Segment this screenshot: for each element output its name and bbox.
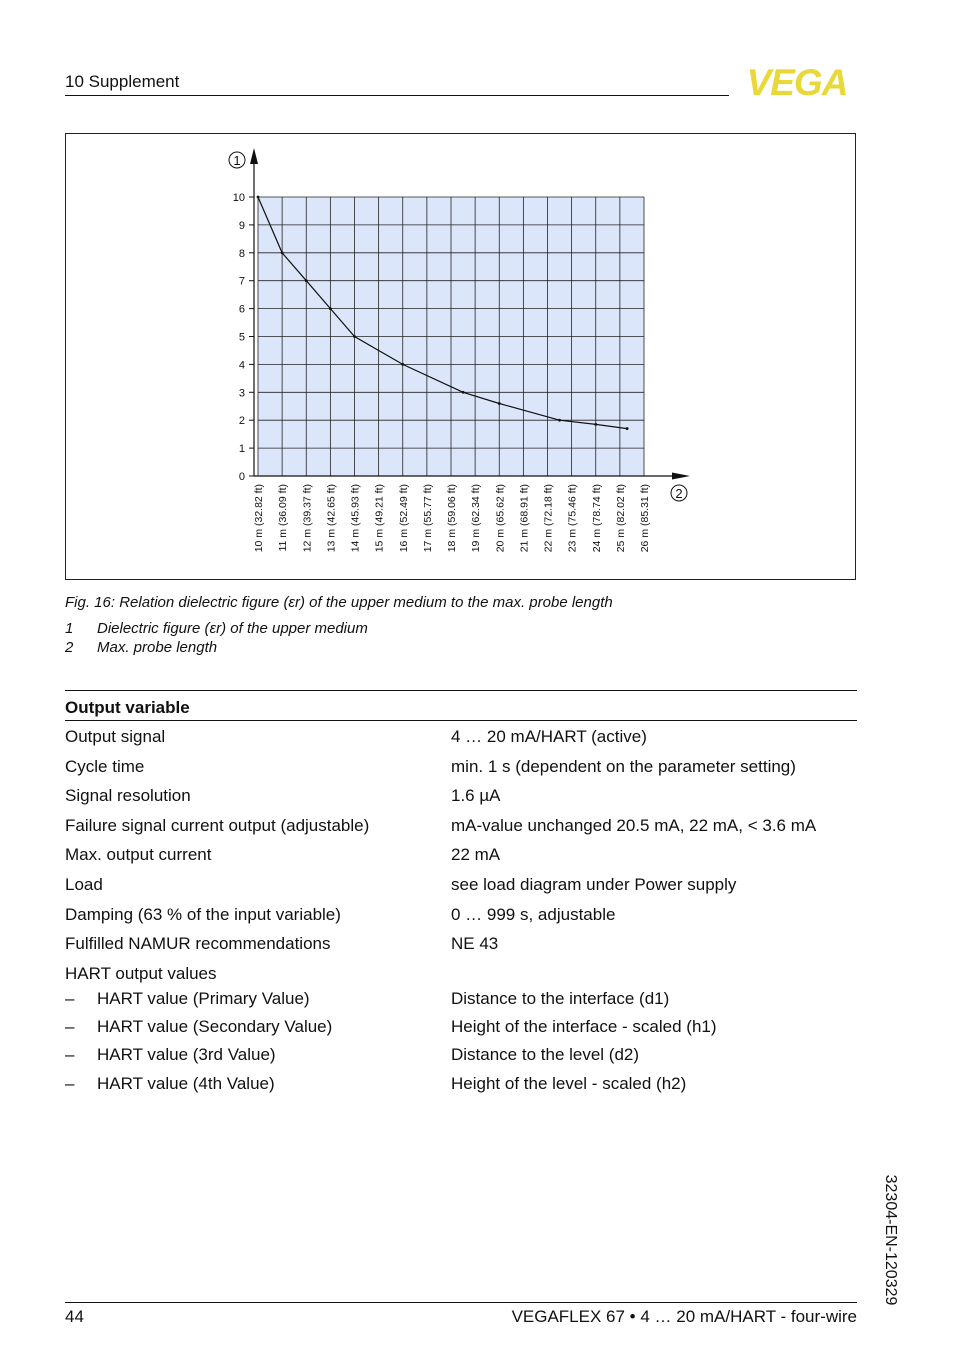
list-dash: –: [65, 1074, 75, 1093]
x-tick-label-2: 12 m (39.37 ft): [301, 484, 314, 553]
x-tick-label-12: 22 m (72.18 ft): [542, 484, 555, 553]
spec-value: 4 … 20 mA/HART (active): [451, 727, 647, 746]
footer-rule: [65, 1302, 857, 1303]
spec-row-hart-primary: [65, 989, 857, 1013]
spec-value: NE 43: [451, 934, 499, 953]
x-tick-label-10: 20 m (65.62 ft): [494, 484, 507, 553]
figure-caption: [65, 594, 613, 611]
y-tick-label-8: 8: [238, 247, 245, 260]
spec-row-namur: [65, 934, 857, 958]
spec-row-cycle-time: [65, 757, 857, 781]
y-tick-label-3: 3: [238, 387, 245, 400]
spec-value: 0 … 999 s, adjustable: [451, 905, 616, 924]
data-point-9: [594, 423, 597, 426]
y-tick-label-1: 1: [238, 443, 245, 456]
spec-key: Damping (63 % of the input variable): [65, 905, 341, 924]
spec-key: Failure signal current output (adjustable): [65, 816, 370, 835]
x-tick-label-7: 17 m (55.77 ft): [421, 484, 434, 553]
y-tick-label-7: 7: [238, 275, 245, 288]
y-tick-label-9: 9: [238, 219, 245, 232]
x-tick-label-14: 24 m (78.74 ft): [590, 484, 603, 553]
data-point-8: [558, 419, 561, 422]
data-point-1: [281, 251, 284, 254]
legend-num: 1: [65, 620, 74, 637]
marker-2-label: 2: [675, 486, 683, 501]
spec-value: 1.6 µA: [451, 786, 501, 805]
spec-row-hart-3rd: [65, 1045, 857, 1069]
x-tick-label-1: 11 m (36.09 ft): [277, 484, 290, 552]
y-axis-arrow-icon: [250, 148, 258, 164]
y-tick-label-10: 10: [232, 192, 245, 204]
spec-row-hart-title: [65, 964, 857, 988]
legend-text: Max. probe length: [97, 639, 218, 656]
spec-value: see load diagram under Power supply: [451, 875, 737, 894]
spec-key: Max. output current: [65, 845, 212, 864]
x-axis-arrow-icon: [672, 473, 690, 480]
document-code-text: 32304-EN-120329: [882, 1174, 899, 1306]
spec-key: Cycle time: [65, 757, 145, 776]
data-point-0: [257, 196, 260, 199]
spec-value: Distance to the level (d2): [451, 1045, 640, 1064]
spec-row-max-output-current: [65, 845, 857, 869]
x-tick-label-3: 13 m (42.65 ft): [325, 484, 338, 553]
y-tick-label-5: 5: [238, 331, 245, 344]
spec-row-failure-signal: [65, 816, 857, 840]
header-rule: [65, 95, 729, 96]
spec-row-hart-secondary: [65, 1017, 857, 1041]
y-tick-label-4: 4: [238, 359, 245, 372]
list-dash: –: [65, 1017, 75, 1036]
data-point-6: [462, 391, 465, 394]
x-tick-label-11: 21 m (68.91 ft): [518, 484, 531, 553]
data-point-3: [329, 307, 332, 310]
y-tick-label-6: 6: [238, 303, 245, 316]
chart: [66, 134, 855, 579]
spec-key: Load: [65, 875, 103, 894]
page-number: 44: [65, 1307, 84, 1326]
x-ticks: [253, 484, 651, 552]
spec-value: 22 mA: [451, 845, 501, 864]
spec-value: Distance to the interface (d1): [451, 989, 670, 1008]
spec-row-load: [65, 875, 857, 899]
legend-item-1: [65, 620, 368, 637]
section-header: 10 Supplement: [65, 72, 180, 91]
data-point-10: [626, 427, 629, 430]
vega-logo: [735, 64, 859, 98]
y-tick-label-0: 0: [238, 471, 245, 483]
spec-key: HART value (Secondary Value): [97, 1017, 333, 1036]
spec-value: min. 1 s (dependent on the parameter setting): [451, 757, 796, 776]
list-dash: –: [65, 1045, 75, 1064]
spec-row-signal-resolution: [65, 786, 857, 810]
y-tick-label-2: 2: [238, 415, 245, 428]
x-tick-label-8: 18 m (59.06 ft): [446, 484, 458, 553]
logo-text: VEGA: [746, 64, 848, 98]
vega-logo-icon: [735, 64, 859, 98]
document-code: [870, 1174, 910, 1306]
spec-key: HART value (Primary Value): [97, 989, 310, 1008]
spec-key: Fulfilled NAMUR recommendations: [65, 934, 331, 953]
x-tick-label-13: 23 m (75.46 ft): [566, 484, 579, 553]
y-ticks: [233, 192, 254, 483]
spec-row-hart-4th: [65, 1074, 857, 1098]
spec-key: Output signal: [65, 727, 166, 746]
section-rule-bottom: [65, 720, 857, 721]
x-tick-label-6: 16 m (52.49 ft): [397, 484, 410, 553]
x-tick-label-16: 26 m (85.31 ft): [639, 484, 651, 553]
legend-text: Dielectric figure (εr) of the upper medium: [97, 620, 368, 637]
spec-key: HART value (4th Value): [97, 1074, 275, 1093]
x-tick-label-5: 15 m (49.21 ft): [373, 484, 386, 553]
legend-num: 2: [65, 639, 74, 656]
spec-value: Height of the level - scaled (h2): [451, 1074, 687, 1093]
section-rule-top: [65, 690, 857, 691]
caption-text: Fig. 16: Relation dielectric figure (εr) of the upper medium to the max. probe length: [65, 594, 613, 611]
list-dash: –: [65, 989, 75, 1008]
figure-box: [65, 133, 856, 580]
spec-value: Height of the interface - scaled (h1): [451, 1017, 717, 1036]
data-point-7: [498, 402, 501, 405]
data-point-4: [353, 335, 356, 338]
spec-row-damping: [65, 905, 857, 929]
legend-item-2: [65, 639, 217, 656]
section-title: Output variable: [65, 698, 190, 717]
data-point-2: [305, 279, 308, 282]
spec-key: HART output values: [65, 964, 217, 983]
footer-title: VEGAFLEX 67 • 4 … 20 mA/HART - four-wire: [511, 1307, 857, 1326]
marker-1-label: 1: [233, 153, 241, 168]
data-point-5: [401, 363, 404, 366]
x-tick-label-15: 25 m (82.02 ft): [614, 484, 627, 553]
spec-key: HART value (3rd Value): [97, 1045, 276, 1064]
spec-key: Signal resolution: [65, 786, 191, 805]
x-tick-label-9: 19 m (62.34 ft): [470, 484, 483, 553]
x-tick-label-0: 10 m (32.82 ft): [253, 484, 265, 553]
spec-value: mA-value unchanged 20.5 mA, 22 mA, < 3.6 mA: [451, 816, 817, 835]
x-tick-label-4: 14 m (45.93 ft): [349, 484, 362, 553]
spec-row-output-signal: [65, 727, 857, 751]
